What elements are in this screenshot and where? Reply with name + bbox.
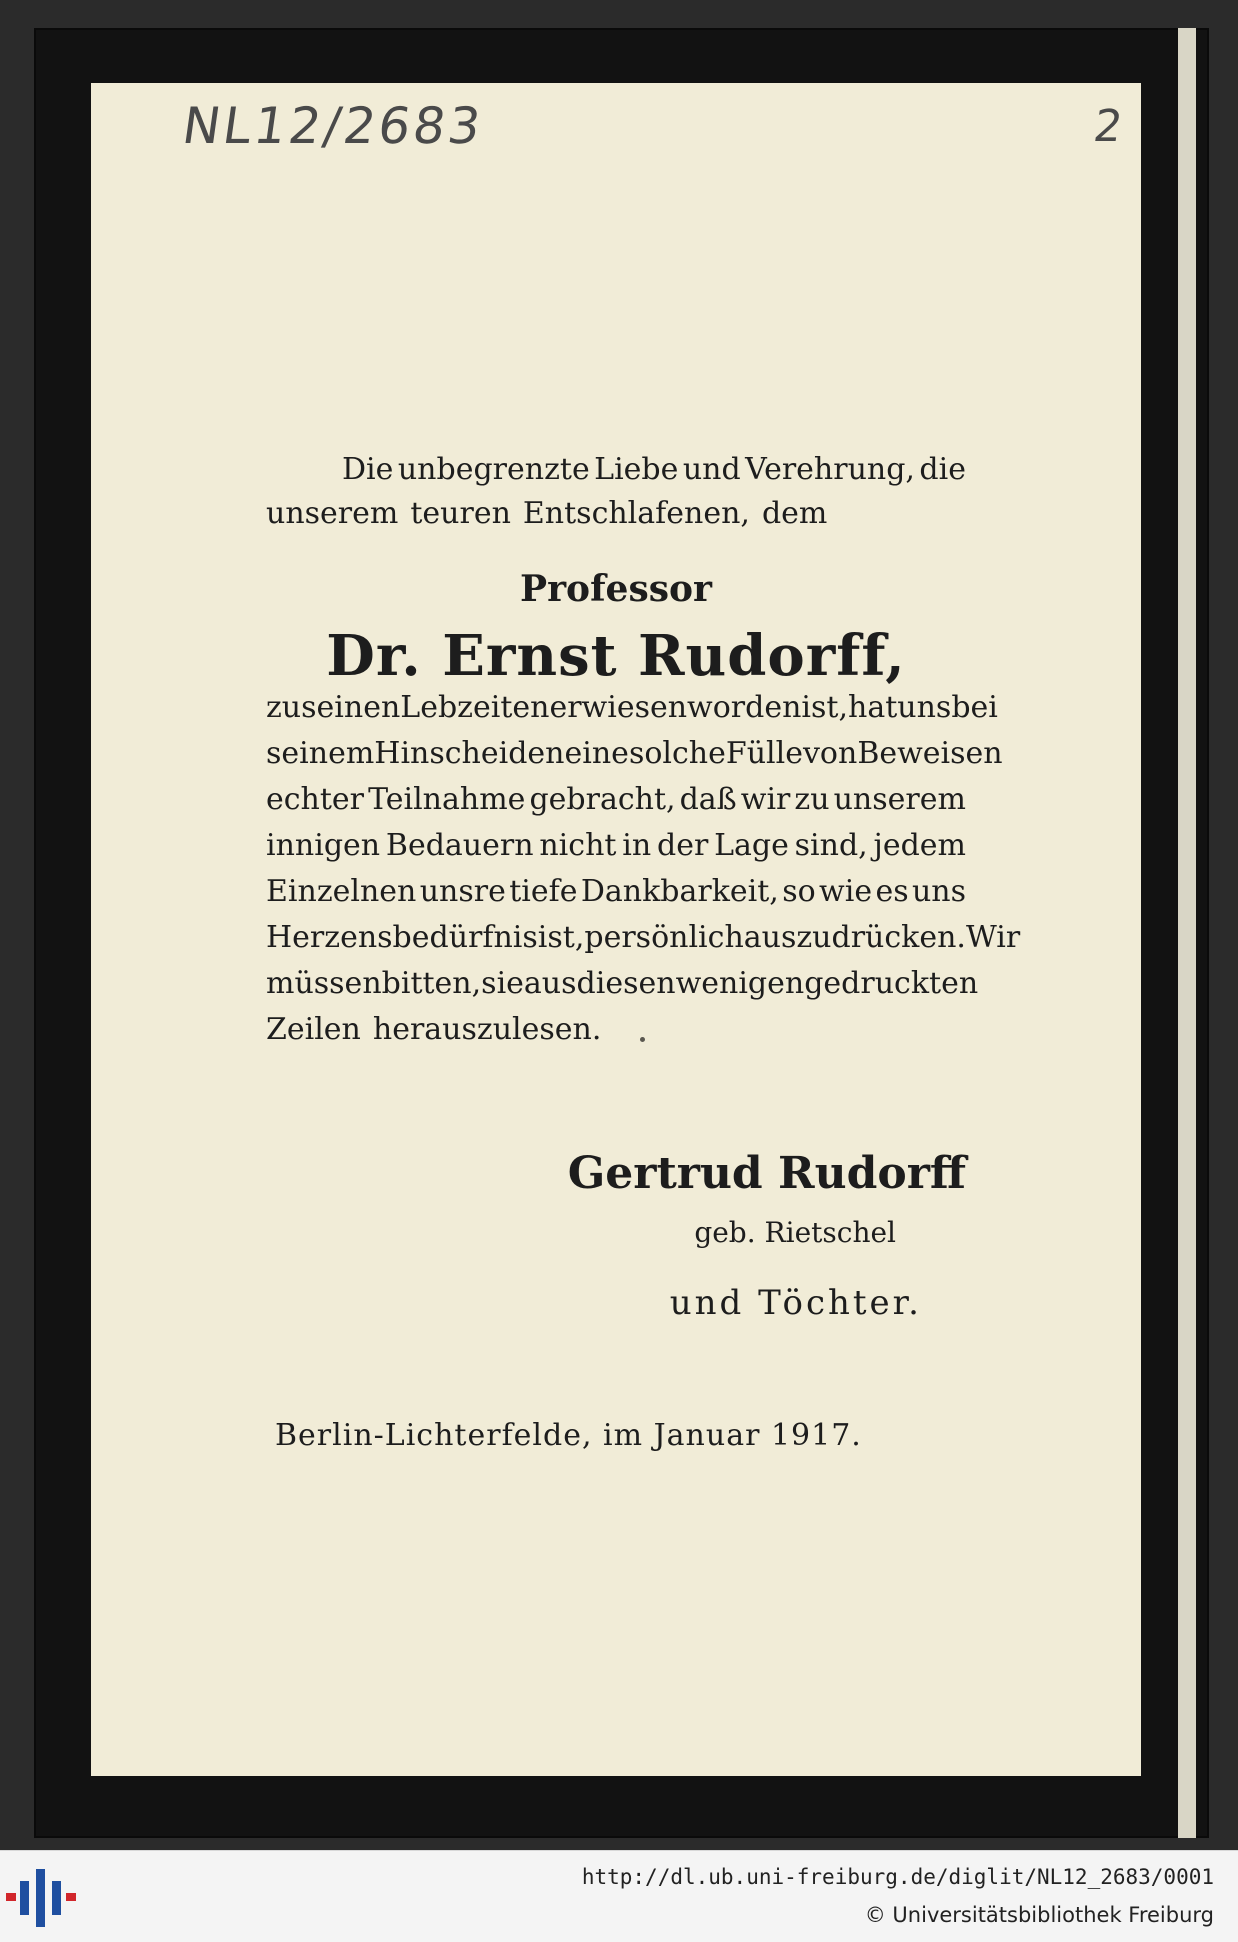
word: zu: [266, 690, 302, 725]
word: nicht: [539, 828, 617, 863]
word: gedruckten: [804, 966, 979, 1001]
place-date: Berlin-Lichterfelde, im Januar 1917.: [275, 1418, 862, 1453]
word: von: [802, 736, 858, 771]
word: hat: [848, 690, 898, 725]
word: echter: [266, 782, 365, 817]
word: diesen: [576, 966, 676, 1001]
intro-line-1: [342, 450, 966, 490]
word: gebracht,: [529, 782, 676, 817]
handwritten-shelfmark: NL12/2683: [178, 97, 488, 155]
word: bitten,: [381, 966, 482, 1001]
body-line: [266, 872, 966, 912]
word: Lebzeiten: [400, 690, 550, 725]
word: Herzensbedürfnis: [266, 920, 538, 955]
word: ist,: [537, 920, 585, 955]
body-line: [266, 964, 979, 1004]
signer-name: Gertrud Rudorff: [567, 1148, 966, 1199]
word: sind,: [794, 828, 868, 863]
word: Verehrung,: [745, 452, 915, 487]
handwritten-page-number: 2: [1090, 101, 1128, 152]
word: Beweisen: [857, 736, 1003, 771]
word: zu: [794, 782, 830, 817]
word: innigen: [266, 828, 381, 863]
word: auszudrücken.: [743, 920, 966, 955]
word: Die: [342, 452, 394, 487]
word: wie: [819, 874, 873, 909]
word: Lage: [714, 828, 789, 863]
paper-speck: [640, 1037, 645, 1042]
copyright-notice: © Universitätsbibliothek Freiburg: [864, 1903, 1214, 1927]
word: sie: [481, 966, 524, 1001]
word: in: [622, 828, 652, 863]
word: worden: [687, 690, 802, 725]
word: herauszulesen.: [372, 1012, 602, 1047]
word: seinem: [266, 736, 375, 771]
body-line: [266, 918, 1021, 958]
signer-birth-name: geb. Rietschel: [694, 1216, 896, 1249]
viewer-footer: [0, 1850, 1238, 1942]
word: Zeilen: [266, 1012, 361, 1047]
word: uns: [897, 690, 952, 725]
signer-daughters: und Töchter.: [669, 1283, 922, 1323]
word: unserem: [266, 496, 399, 531]
word: Teilnahme: [368, 782, 526, 817]
word: Wir: [965, 920, 1021, 955]
word: Hinscheiden: [374, 736, 565, 771]
word: seinen: [301, 690, 401, 725]
word: daß: [679, 782, 737, 817]
university-library-logo-icon: [6, 1863, 76, 1933]
word: Liebe: [594, 452, 679, 487]
word: wir: [740, 782, 791, 817]
word: uns: [911, 874, 966, 909]
word: Fülle: [725, 736, 803, 771]
body-line: [266, 780, 966, 820]
word: persönlich: [584, 920, 744, 955]
word: unbegrenzte: [397, 452, 590, 487]
word: Entschlafenen,: [522, 496, 750, 531]
body-line: [266, 826, 966, 866]
word: teuren: [410, 496, 511, 531]
body-line: [266, 734, 1003, 774]
word: eine: [564, 736, 629, 771]
word: unsre: [419, 874, 506, 909]
word: Bedauern: [385, 828, 534, 863]
body-line: [266, 1010, 966, 1050]
word: unserem: [833, 782, 966, 817]
deceased-name: Dr. Ernst Rudorff,: [326, 623, 906, 689]
word: ist,: [801, 690, 849, 725]
body-line: [266, 688, 998, 728]
word: und: [682, 452, 741, 487]
word: es: [875, 874, 909, 909]
intro-line-2: [266, 494, 966, 534]
word: solche: [628, 736, 726, 771]
word: wenigen: [675, 966, 805, 1001]
word: jedem: [873, 828, 966, 863]
word: so: [782, 874, 816, 909]
mourning-card-paper: [91, 83, 1141, 1776]
word: der: [656, 828, 709, 863]
word: Dankbarkeit,: [580, 874, 779, 909]
permalink-url[interactable]: http://dl.ub.uni-freiburg.de/diglit/NL12_2683/0001: [581, 1865, 1214, 1889]
word: müssen: [266, 966, 382, 1001]
word: tiefe: [509, 874, 578, 909]
word: dem: [761, 496, 828, 531]
deceased-title: Professor: [520, 568, 712, 610]
word: die: [919, 452, 966, 487]
word: aus: [523, 966, 577, 1001]
word: erwiesen: [549, 690, 688, 725]
word: bei: [951, 690, 998, 725]
card-edge: [1178, 28, 1196, 1838]
word: Einzelnen: [266, 874, 417, 909]
